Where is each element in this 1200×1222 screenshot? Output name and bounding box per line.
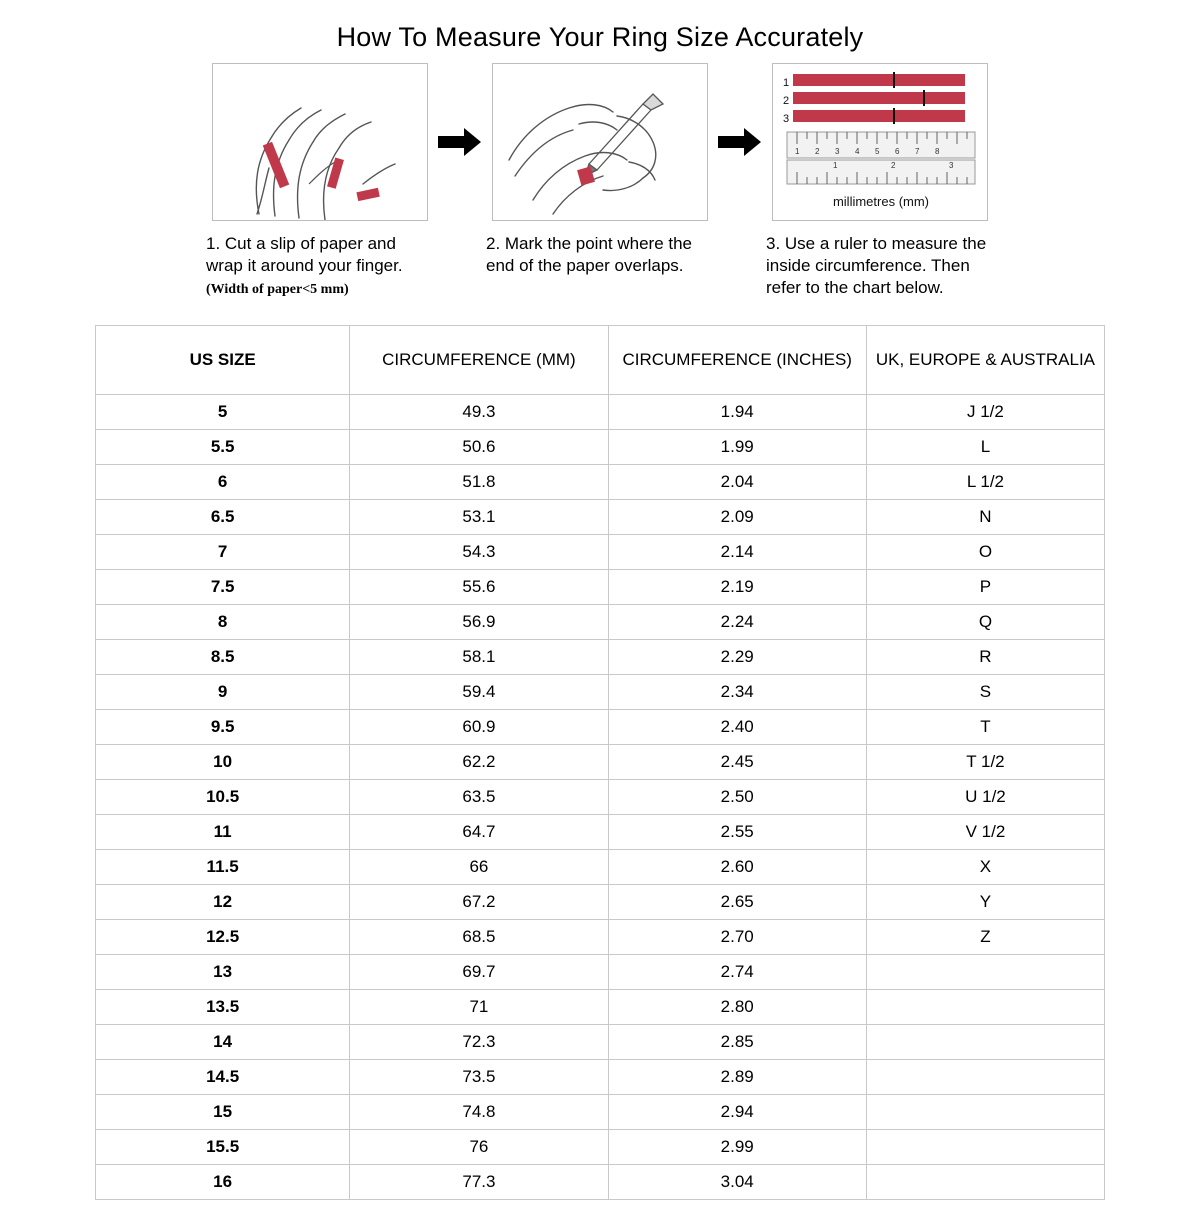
cell-uk-europe-australia: Z <box>866 920 1104 955</box>
table-row <box>96 955 1105 990</box>
cell-circumference-inches: 2.70 <box>608 920 866 955</box>
table-row <box>96 745 1105 780</box>
cell-uk-europe-australia: U 1/2 <box>866 780 1104 815</box>
table-row <box>96 640 1105 675</box>
cell-circumference-inches: 2.19 <box>608 570 866 605</box>
cell-uk-europe-australia: N <box>866 500 1104 535</box>
svg-text:2: 2 <box>891 161 896 170</box>
cell-circumference-mm: 69.7 <box>350 955 608 990</box>
cell-uk-europe-australia <box>866 955 1104 990</box>
cell-uk-europe-australia <box>866 1095 1104 1130</box>
svg-text:2: 2 <box>783 95 790 107</box>
step-3-illustration <box>772 63 988 221</box>
cell-uk-europe-australia: Y <box>866 885 1104 920</box>
table-row <box>96 990 1105 1025</box>
cell-circumference-mm: 64.7 <box>350 815 608 850</box>
cell-circumference-inches: 2.50 <box>608 780 866 815</box>
cell-circumference-inches: 2.29 <box>608 640 866 675</box>
cell-us-size: 16 <box>96 1165 350 1200</box>
cell-circumference-inches: 2.74 <box>608 955 866 990</box>
cell-circumference-mm: 72.3 <box>350 1025 608 1060</box>
table-row <box>96 1025 1105 1060</box>
table-row <box>96 1060 1105 1095</box>
cell-circumference-mm: 53.1 <box>350 500 608 535</box>
page-title: How To Measure Your Ring Size Accurately <box>336 22 864 52</box>
cell-us-size: 12 <box>96 885 350 920</box>
cell-us-size: 15 <box>96 1095 350 1130</box>
cell-circumference-mm: 73.5 <box>350 1060 608 1095</box>
cell-uk-europe-australia <box>866 990 1104 1025</box>
table-body <box>96 395 1105 1200</box>
cell-us-size: 14 <box>96 1025 350 1060</box>
cell-us-size: 7.5 <box>96 570 350 605</box>
cell-us-size: 5.5 <box>96 430 350 465</box>
svg-text:4: 4 <box>855 147 860 156</box>
cell-us-size: 10 <box>96 745 350 780</box>
cell-uk-europe-australia: L 1/2 <box>866 465 1104 500</box>
step-1-caption-sub: (Width of paper<5 mm) <box>206 282 349 297</box>
table-row <box>96 570 1105 605</box>
cell-circumference-mm: 76 <box>350 1130 608 1165</box>
cell-us-size: 6 <box>96 465 350 500</box>
svg-text:1: 1 <box>833 161 838 170</box>
hand-marking-paper-icon <box>493 64 708 221</box>
cell-us-size: 11 <box>96 815 350 850</box>
hand-with-paper-strip-icon <box>213 64 428 221</box>
cell-uk-europe-australia: O <box>866 535 1104 570</box>
cell-circumference-mm: 77.3 <box>350 1165 608 1200</box>
svg-text:2: 2 <box>815 147 820 156</box>
svg-text:5: 5 <box>875 147 880 156</box>
cell-circumference-mm: 56.9 <box>350 605 608 640</box>
table-row <box>96 395 1105 430</box>
cell-circumference-inches: 2.45 <box>608 745 866 780</box>
cell-us-size: 15.5 <box>96 1130 350 1165</box>
svg-text:7: 7 <box>915 147 920 156</box>
cell-circumference-mm: 63.5 <box>350 780 608 815</box>
cell-circumference-mm: 49.3 <box>350 395 608 430</box>
step-1-illustration <box>212 63 428 221</box>
svg-text:8: 8 <box>935 147 940 156</box>
table-row <box>96 535 1105 570</box>
table-row <box>96 430 1105 465</box>
cell-us-size: 14.5 <box>96 1060 350 1095</box>
cell-circumference-mm: 71 <box>350 990 608 1025</box>
svg-text:3: 3 <box>949 161 954 170</box>
arrow-2-icon <box>716 63 764 221</box>
cell-circumference-inches: 2.89 <box>608 1060 866 1095</box>
cell-uk-europe-australia <box>866 1165 1104 1200</box>
cell-circumference-inches: 2.65 <box>608 885 866 920</box>
cell-uk-europe-australia: L <box>866 430 1104 465</box>
cell-uk-europe-australia: X <box>866 850 1104 885</box>
cell-us-size: 13.5 <box>96 990 350 1025</box>
step-2-illustration <box>492 63 708 221</box>
cell-circumference-inches: 2.94 <box>608 1095 866 1130</box>
cell-uk-europe-australia: J 1/2 <box>866 395 1104 430</box>
cell-circumference-mm: 50.6 <box>350 430 608 465</box>
column-header-circumference-inches: CIRCUMFERENCE (INCHES) <box>608 326 866 395</box>
cell-uk-europe-australia: T 1/2 <box>866 745 1104 780</box>
step-3-caption-text: 3. Use a ruler to measure the inside circumference. Then refer to the chart below. <box>766 234 987 297</box>
cell-uk-europe-australia <box>866 1060 1104 1095</box>
cell-circumference-mm: 68.5 <box>350 920 608 955</box>
cell-us-size: 9.5 <box>96 710 350 745</box>
step-2 <box>484 63 716 277</box>
table-row <box>96 885 1105 920</box>
svg-text:3: 3 <box>835 147 840 156</box>
svg-text:1: 1 <box>795 147 800 156</box>
ruler-measuring-icon <box>773 64 988 221</box>
cell-uk-europe-australia <box>866 1130 1104 1165</box>
cell-circumference-inches: 3.04 <box>608 1165 866 1200</box>
cell-circumference-inches: 2.24 <box>608 605 866 640</box>
step-2-caption <box>484 233 716 277</box>
column-header-uk-europe-australia: UK, EUROPE & AUSTRALIA <box>866 326 1104 395</box>
table-row <box>96 780 1105 815</box>
ring-size-table-container <box>95 325 1105 1200</box>
cell-us-size: 6.5 <box>96 500 350 535</box>
step-1-caption-text: 1. Cut a slip of paper and wrap it around your finger. <box>206 234 403 275</box>
cell-circumference-inches: 2.55 <box>608 815 866 850</box>
table-row <box>96 500 1105 535</box>
cell-uk-europe-australia: T <box>866 710 1104 745</box>
cell-circumference-inches: 1.94 <box>608 395 866 430</box>
arrow-1-icon <box>436 63 484 221</box>
column-header-circumference-mm: CIRCUMFERENCE (MM) <box>350 326 608 395</box>
cell-circumference-mm: 74.8 <box>350 1095 608 1130</box>
cell-us-size: 9 <box>96 675 350 710</box>
cell-circumference-inches: 2.99 <box>608 1130 866 1165</box>
table-row <box>96 850 1105 885</box>
cell-circumference-mm: 62.2 <box>350 745 608 780</box>
cell-us-size: 7 <box>96 535 350 570</box>
cell-circumference-mm: 58.1 <box>350 640 608 675</box>
cell-uk-europe-australia <box>866 1025 1104 1060</box>
ruler-unit-label: millimetres (mm) <box>832 194 930 209</box>
cell-us-size: 8.5 <box>96 640 350 675</box>
cell-us-size: 8 <box>96 605 350 640</box>
cell-circumference-inches: 2.09 <box>608 500 866 535</box>
cell-uk-europe-australia: P <box>866 570 1104 605</box>
cell-uk-europe-australia: R <box>866 640 1104 675</box>
cell-us-size: 12.5 <box>96 920 350 955</box>
cell-circumference-inches: 2.40 <box>608 710 866 745</box>
cell-circumference-inches: 2.85 <box>608 1025 866 1060</box>
table-row <box>96 920 1105 955</box>
table-row <box>96 815 1105 850</box>
cell-us-size: 5 <box>96 395 350 430</box>
column-header-us-size: US SIZE <box>96 326 350 395</box>
cell-circumference-inches: 2.80 <box>608 990 866 1025</box>
cell-circumference-inches: 2.04 <box>608 465 866 500</box>
cell-circumference-mm: 66 <box>350 850 608 885</box>
cell-uk-europe-australia: Q <box>866 605 1104 640</box>
cell-circumference-mm: 54.3 <box>350 535 608 570</box>
instruction-steps <box>0 63 1200 301</box>
cell-circumference-inches: 2.14 <box>608 535 866 570</box>
table-row <box>96 605 1105 640</box>
svg-text:1: 1 <box>783 77 790 89</box>
cell-uk-europe-australia: V 1/2 <box>866 815 1104 850</box>
step-1 <box>204 63 436 301</box>
cell-us-size: 11.5 <box>96 850 350 885</box>
cell-circumference-inches: 2.34 <box>608 675 866 710</box>
table-row <box>96 675 1105 710</box>
table-row <box>96 1130 1105 1165</box>
ring-size-table <box>95 325 1105 1200</box>
cell-circumference-mm: 59.4 <box>350 675 608 710</box>
table-header-row <box>96 326 1105 395</box>
table-row <box>96 710 1105 745</box>
cell-us-size: 13 <box>96 955 350 990</box>
cell-circumference-mm: 67.2 <box>350 885 608 920</box>
cell-circumference-inches: 2.60 <box>608 850 866 885</box>
step-1-caption <box>204 233 436 301</box>
cell-circumference-inches: 1.99 <box>608 430 866 465</box>
svg-text:3: 3 <box>783 113 790 125</box>
table-row <box>96 1165 1105 1200</box>
table-row <box>96 465 1105 500</box>
cell-circumference-mm: 60.9 <box>350 710 608 745</box>
cell-us-size: 10.5 <box>96 780 350 815</box>
cell-circumference-mm: 55.6 <box>350 570 608 605</box>
cell-uk-europe-australia: S <box>866 675 1104 710</box>
step-3 <box>764 63 996 299</box>
table-row <box>96 1095 1105 1130</box>
step-3-caption <box>764 233 996 299</box>
svg-text:6: 6 <box>895 147 900 156</box>
cell-circumference-mm: 51.8 <box>350 465 608 500</box>
step-2-caption-text: 2. Mark the point where the end of the paper overlaps. <box>486 234 693 275</box>
